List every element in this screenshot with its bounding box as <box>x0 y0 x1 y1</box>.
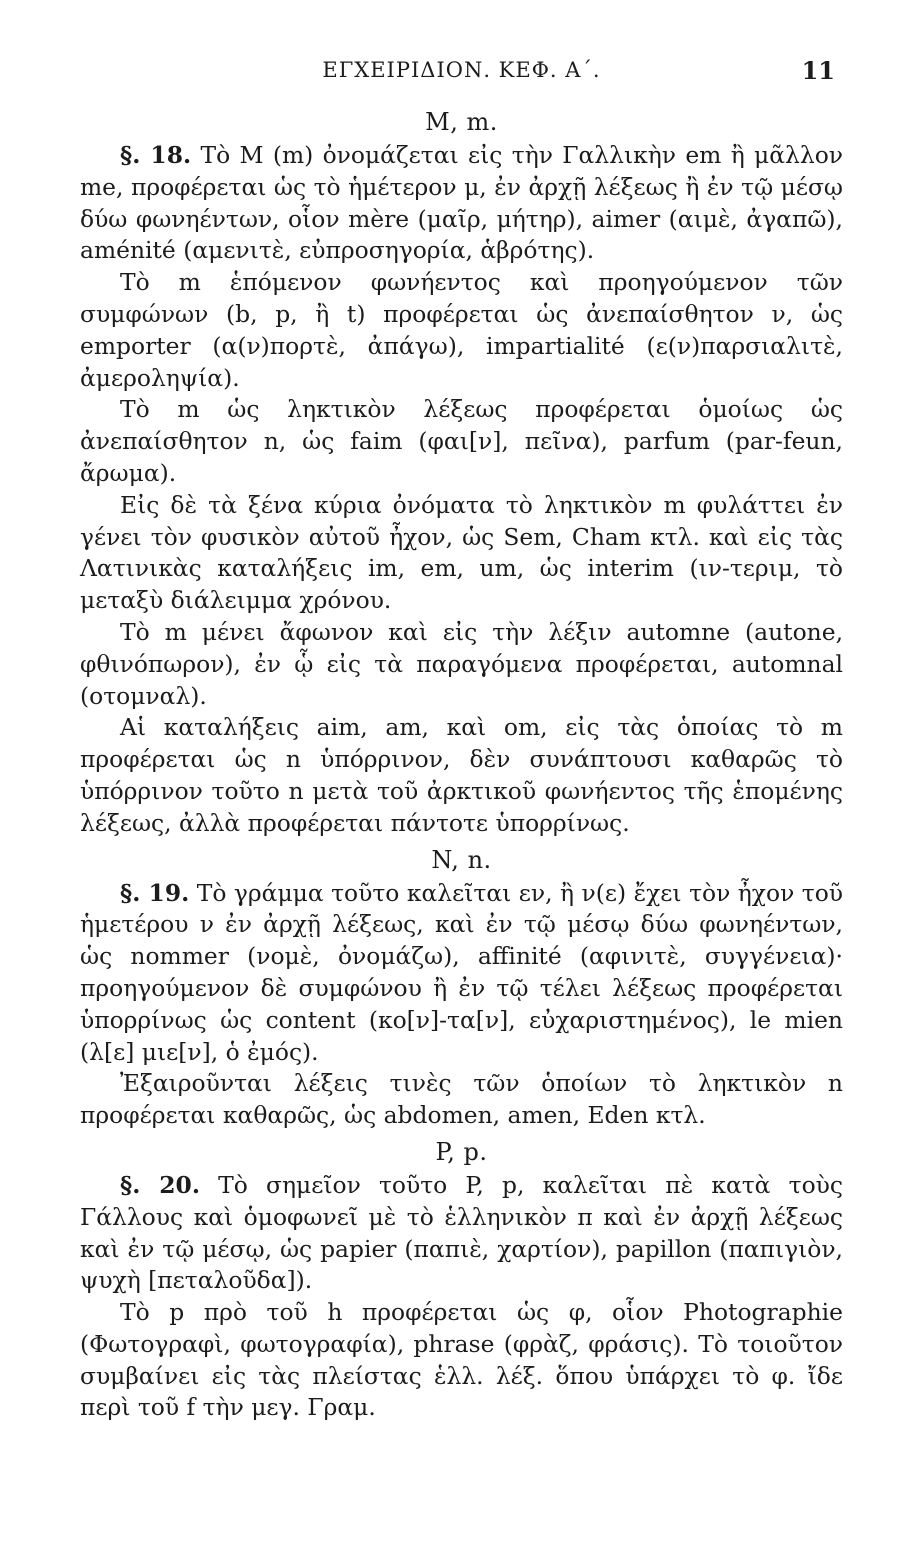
paragraph-text: Εἰς δὲ τὰ ξένα κύρια ὀνόματα τὸ ληκτικὸν m φυλάττει ἐν γένει τὸν φυσικὸν αὐτοῦ ἦχον, ὡς Sem, Cham κτλ. καὶ εἰς τὰς Λατινικὰς καταλήξεις im, em, um, ὡς interim (ιν-τεριμ, τὸ μεταξὺ διάλειμμα χρόνου. <box>80 490 843 615</box>
section-heading-n: N, n. <box>431 845 492 874</box>
paragraph <box>80 490 843 617</box>
paragraph <box>80 878 843 1069</box>
paragraph-text: Τὸ m μένει ἄφωνον καὶ εἰς τὴν λέξιν automne (autone, φθινόπωρον), ἐν ᾧ εἰς τὰ παραγόμενα προφέρεται, automnal (οτομναλ). <box>80 617 843 710</box>
paragraph-text: Τὸ σημεῖον τοῦτο P, p, καλεῖται πὲ κατὰ τοὺς Γάλλους καὶ ὁμοφωνεῖ μὲ τὸ ἑλληνικὸν π καὶ ἐν ἀρχῇ λέξεως καὶ ἐν τῷ μέσῳ, ὡς papier (παπιὲ, χαρτίον), papillon (παπιγιὸν, ψυχὴ [πεταλοῦδα]). <box>80 1170 844 1295</box>
paragraph <box>80 617 843 712</box>
paragraph <box>80 1297 843 1424</box>
section-number: §. 20. <box>120 1170 200 1199</box>
paragraph-text: Τὸ p πρὸ τοῦ h προφέρεται ὡς φ, οἷον Photographie (Φωτογραφὶ, φωτογραφία), phrase (φρὰζ, φράσις). Τὸ τοιοῦτον συμβαίνει εἰς τὰς πλείστας ἑλλ. λέξ. ὅπου ὑπάρχει τὸ φ. ἴδε περὶ τοῦ f τὴν μεγ. Γραμ. <box>80 1298 843 1422</box>
paragraph-text: Ἐξαιροῦνται λέξεις τινὲς τῶν ὁποίων τὸ ληκτικὸν n προφέρεται καθαρῶς, ὡς abdomen, amen, Eden κτλ. <box>80 1069 843 1130</box>
section-number: §. 19. <box>120 878 190 907</box>
page-number: 11 <box>801 56 835 85</box>
paragraph <box>80 394 843 489</box>
paragraph <box>80 712 843 839</box>
section-heading-p: P, p. <box>435 1137 488 1166</box>
paragraph-text: Τὸ γράμμα τοῦτο καλεῖται εν, ἢ ν(ε) ἔχει τὸν ἦχον τοῦ ἡμετέρου ν ἐν ἀρχῇ λέξεως, καὶ ἐν τῷ μέσῳ δύω φωνηέντων, ὡς nommer (νομὲ, ὀνομάζω), affinité (αφινιτὲ, συγγένεια)· προηγούμενον δὲ συμφώνου ἢ ἐν τῷ τέλει λέξεως προφέρεται ὑπορρίνως ὡς content (κο[ν]-τα[ν], εὐχαριστημένος), le mien (λ[ε] μιε[ν], ὁ ἐμός). <box>80 878 844 1066</box>
section-heading-m: M, m. <box>425 108 498 136</box>
paragraph <box>80 1068 843 1132</box>
book-page <box>0 58 923 1558</box>
paragraph-text: Τὸ m ἑπόμενον φωνήεντος καὶ προηγούμενον τῶν συμφώνων (b, p, ἢ t) προφέρεται ὡς ἀνεπαίσθητον ν, ὡς emporter (α(ν)πορτὲ, ἀπάγω), impartialité (ε(ν)παρσιαλιτὲ, ἀμεροληψία). <box>80 268 843 392</box>
paragraph <box>80 267 843 394</box>
paragraph-text: Αἱ καταλήξεις aim, am, καὶ om, εἰς τὰς ὁποίας τὸ m προφέρεται ὡς n ὑπόρρινον, δὲν συνάπτουσι καθαρῶς τὸ ὑπόρρινον τοῦτο n μετὰ τοῦ ἀρκτικοῦ φωνήεντος τῆς ἑπομένης λέξεως, ἀλλὰ προφέρεται πάντοτε ὑπορρίνως. <box>80 713 843 837</box>
paragraph-text: Τὸ m ὡς ληκτικὸν λέξεως προφέρεται ὁμοίως ὡς ἀνεπαίσθητον n, ὡς faim (φαι[ν], πεῖνα), parfum (par-feun, ἄρωμα). <box>80 395 843 487</box>
paragraph <box>80 140 843 267</box>
section-number: §. 18. <box>120 141 192 169</box>
paragraph-text: Τὸ M (m) ὀνομάζεται εἰς τὴν Γαλλικὴν em ἢ μᾶλλον me, προφέρεται ὡς τὸ ἡμέτερον μ, ἐν ἀρχῇ λέξεως ἢ ἐν τῷ μέσῳ δύω φωνηέντων, οἷον mère (μαῖρ, μήτηρ), aimer (αιμὲ, ἀγαπῶ), aménité (αμενιτὲ, εὐπροσηγορία, ἁβρότης). <box>80 141 844 265</box>
running-title: ΕΓΧΕΙΡΙΔΙΟΝ. ΚΕΦ. Α΄. <box>322 58 601 82</box>
paragraph <box>80 1170 843 1297</box>
running-head <box>80 58 843 98</box>
